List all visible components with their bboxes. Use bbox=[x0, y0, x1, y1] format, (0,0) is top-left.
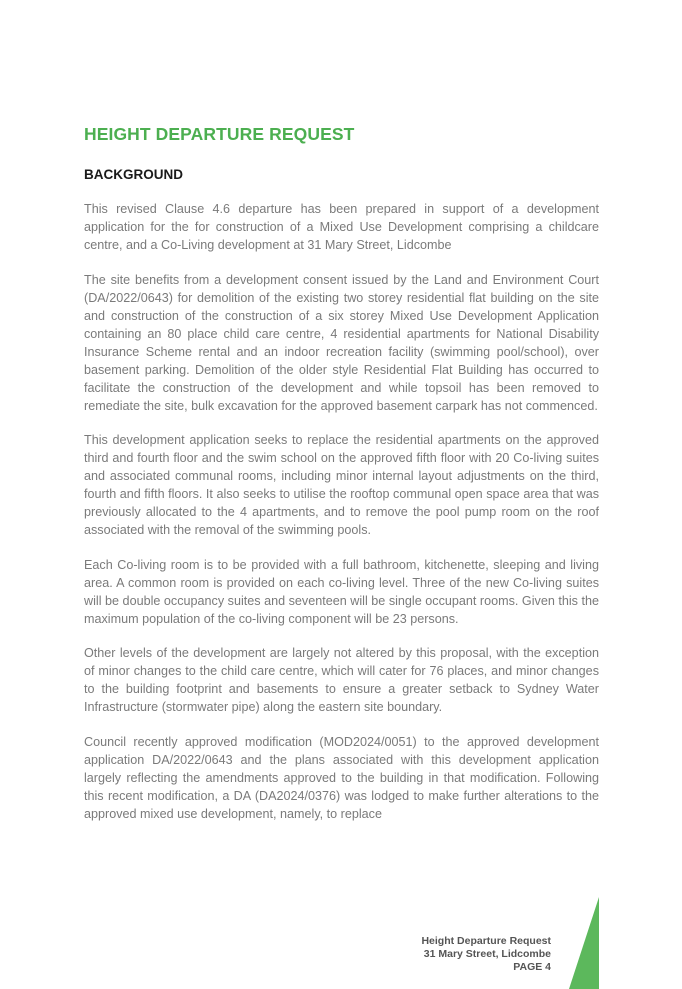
paragraph: This revised Clause 4.6 departure has been prepared in support of a development application for the for construction of a Mixed Use Development comprising a childcare centre, and a Co-Living development at 31 Mary Street, Lidcombe bbox=[84, 202, 599, 252]
page-heading: HEIGHT DEPARTURE REQUEST bbox=[84, 124, 355, 144]
footer-title: Height Departure Request bbox=[421, 935, 551, 947]
footer-address: 31 Mary Street, Lidcombe bbox=[423, 948, 551, 960]
section-heading: BACKGROUND bbox=[84, 167, 183, 182]
paragraph: This development application seeks to replace the residential apartments on the approved third and fourth floor and the swim school on the approved fifth floor with 20 Co-living suites and associated communal rooms, including minor internal layout adjustments on the third, fourth and fifth floors. It also seeks to utilise the rooftop communal open space area that was previously allocated to the 4 apartments, and to remove the pool pump room on the roof associated with the removal of the swimming pools. bbox=[84, 433, 599, 537]
paragraph: Each Co-living room is to be provided with a full bathroom, kitchenette, sleeping and living area. A common room is provided on each co-living level. Three of the new Co-living suites will be double occupancy suites and seventeen will be single occupant rooms. Given this the maximum population of the co-living component will be 23 persons. bbox=[84, 557, 599, 626]
paragraph: The site benefits from a development consent issued by the Land and Environment Court (DA/2022/0643) for demolition of the existing two storey residential flat building on the site and construction of the construction of a six storey Mixed Use Development Application containing an 80 place child care centre, 4 residential apartments for National Disability Insurance Scheme rental and an indoor recreation facility (swimming pool/school), over basement parking. Demolition of the older style Residential Flat Building has occurred to facilitate the construction of the development and while topsoil has been removed to remediate the site, bulk excavation for the approved basement carpark has not commenced. bbox=[84, 272, 599, 413]
paragraph: Council recently approved modification (MOD2024/0051) to the approved development application DA/2022/0643 and the plans associated with this development application largely reflecting the amendments approved to the building in that modification. Following this recent modification, a DA (DA2024/0376) was lodged to make further alterations to the approved mixed use development, namely, to replace bbox=[84, 734, 599, 821]
body-text bbox=[84, 200, 599, 839]
corner-accent-shape bbox=[569, 897, 599, 989]
footer-page-number: PAGE 4 bbox=[513, 961, 551, 973]
page-footer bbox=[421, 935, 551, 974]
paragraph: Other levels of the development are largely not altered by this proposal, with the exception of minor changes to the child care centre, which will cater for 76 places, and minor changes to the building footprint and basements to ensure a greater setback to Sydney Water Infrastructure (stormwater pipe) along the eastern site boundary. bbox=[84, 646, 599, 714]
